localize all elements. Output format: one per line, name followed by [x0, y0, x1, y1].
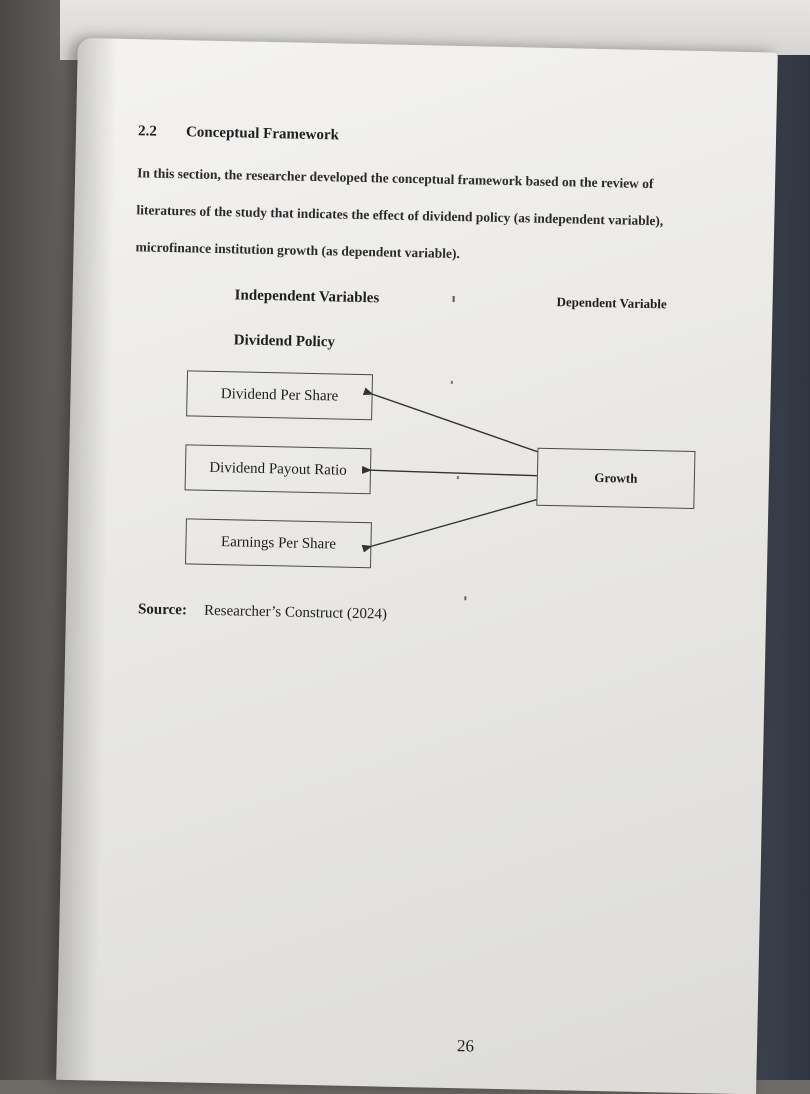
paper-speck: [464, 596, 466, 600]
paragraph-line-3: microfinance institution growth (as dependent variable).: [135, 239, 460, 262]
section-title: Conceptual Framework: [185, 124, 340, 144]
dividend-payout-ratio-label: Dividend Payout Ratio: [209, 459, 347, 479]
dividend-policy-heading: Dividend Policy: [233, 332, 336, 351]
document-page: [56, 38, 778, 1094]
paper-speck: [453, 296, 455, 302]
arrow-growth-to-dividend-payout-ratio: [371, 470, 537, 475]
source-label: Source:: [137, 601, 188, 619]
page-number: 26: [456, 1036, 475, 1056]
earnings-per-share-label: Earnings Per Share: [220, 533, 337, 553]
source-text: Researcher’s Construct (2024): [203, 602, 388, 623]
diagram-arrows: [65, 38, 777, 653]
independent-variables-heading: Independent Variables: [234, 287, 380, 307]
paragraph-line-1: In this section, the researcher developed the conceptual framework based on the review of: [137, 165, 654, 192]
dependent-variable-heading: Dependent Variable: [556, 294, 667, 312]
paragraph-line-2: literatures of the study that indicates the effect of dividend policy (as independent variable),: [136, 202, 664, 229]
arrow-growth-to-earnings-per-share: [371, 496, 536, 549]
paper-speck: [457, 476, 459, 479]
dividend-per-share-label: Dividend Per Share: [220, 385, 339, 405]
arrow-growth-to-dividend-per-share: [371, 394, 538, 451]
paper-speck: [451, 381, 453, 384]
growth-label: Growth: [594, 469, 638, 486]
section-number: 2.2: [137, 123, 157, 140]
